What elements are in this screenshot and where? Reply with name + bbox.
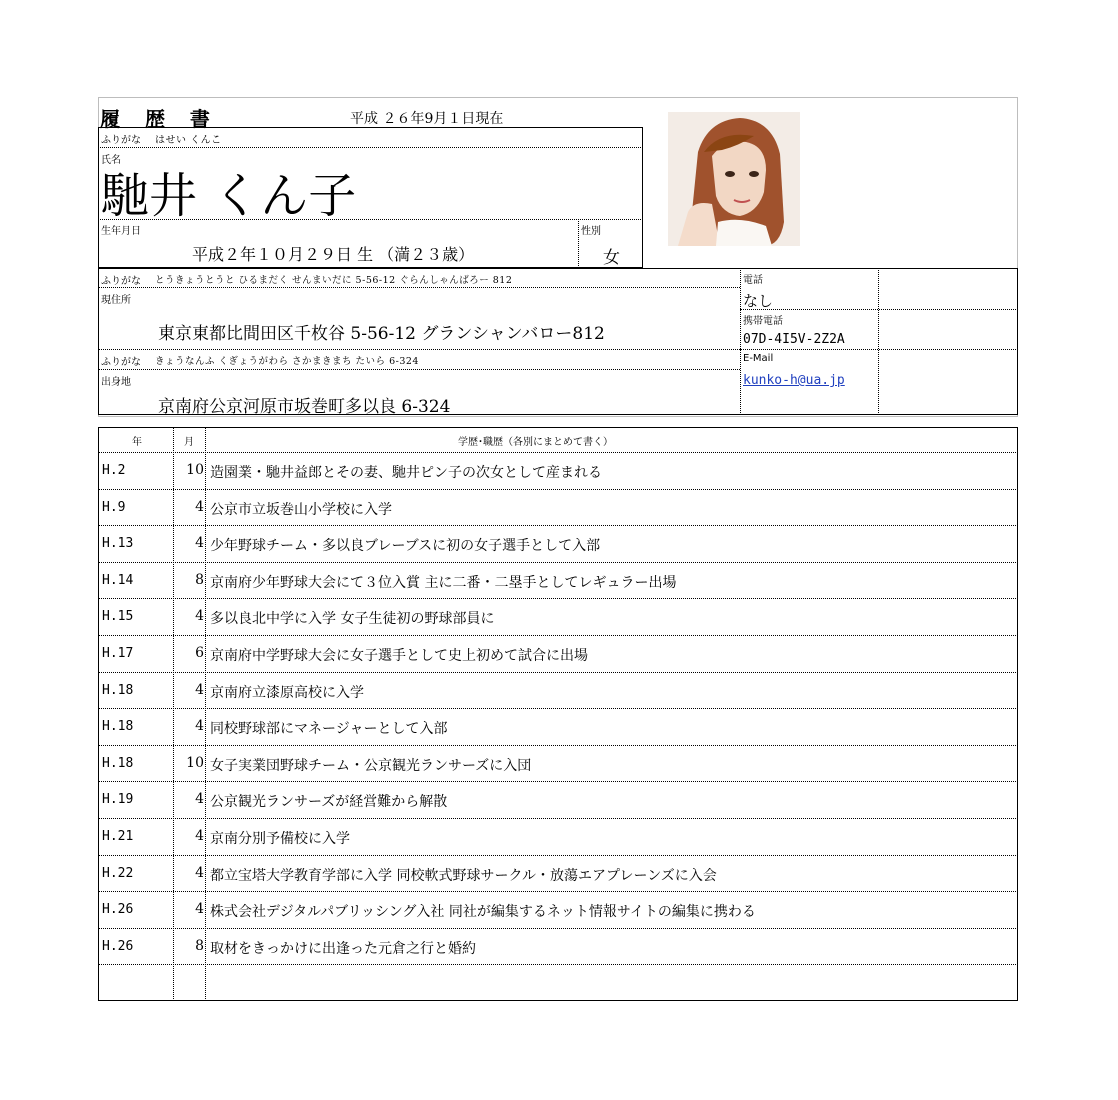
history-description: 京南府立漆原高校に入学 — [210, 684, 364, 701]
email-link[interactable]: kunko-h@ua.jp — [743, 373, 845, 388]
history-description: 京南分別予備校に入学 — [210, 831, 350, 847]
history-description: 公京市立坂巻山小学校に入学 — [210, 501, 392, 518]
history-description: 京南府少年野球大会にて３位入賞 主に二番・二塁手としてレギュラー出場 — [210, 574, 677, 591]
sex-label: 性別 — [581, 226, 601, 237]
history-month: 4 — [195, 901, 204, 918]
address-label: 現住所 — [101, 295, 131, 306]
history-description: 都立宝塔大学教育学部に入学 同校軟式野球サークル・放蕩エアプレーンズに入会 — [210, 867, 717, 884]
table-row — [98, 636, 1018, 673]
table-row — [98, 673, 1018, 710]
divider — [98, 147, 643, 148]
as-of-date: 平成 ２６年9月１日現在 — [350, 111, 504, 127]
history-year: H.2 — [102, 463, 126, 478]
table-row — [98, 892, 1018, 929]
history-description: 多以良北中学に入学 女子生徒初の野球部員に — [210, 611, 495, 628]
email-label: E-Mail — [743, 353, 774, 364]
history-month: 10 — [186, 754, 204, 771]
birthplace-value: 京南府公京河原市坂巻町多以良 6-324 — [158, 397, 451, 417]
history-month: 4 — [195, 864, 204, 881]
birthdate-value: 平成２年１０月２９日 生 （満２３歳） — [192, 245, 475, 264]
history-year: H.18 — [102, 719, 134, 735]
birthplace-furigana-label: ふりがな — [101, 357, 141, 368]
history-description: 取材をきっかけに出逢った元倉之行と婚約 — [210, 940, 476, 957]
address-furigana: とうきょうとうと ひるまだく せんまいだに 5-56-12 ぐらんしゃんばろー 812 — [155, 275, 513, 286]
table-row — [98, 563, 1018, 600]
birthplace-label: 出身地 — [101, 377, 131, 388]
history-header-year: 年 — [132, 437, 142, 448]
history-description: 京南府中学野球大会に女子選手として史上初めて試合に出場 — [210, 648, 588, 664]
history-year: H.18 — [102, 682, 134, 698]
name-furigana: はせい くんこ — [155, 135, 222, 146]
history-year: H.26 — [102, 902, 134, 918]
full-name: 馳井 くん子 — [101, 168, 357, 224]
history-year: H.19 — [102, 792, 134, 808]
name-label: 氏名 — [101, 155, 121, 166]
history-month: 8 — [195, 571, 204, 588]
history-month: 8 — [195, 937, 204, 954]
history-year: H.17 — [102, 646, 134, 661]
divider — [98, 349, 740, 350]
divider — [740, 349, 1018, 350]
history-year: H.21 — [102, 829, 134, 844]
history-description: 造園業・馳井益郎とその妻、馳井ピン子の次女として産まれる — [210, 465, 602, 481]
history-month: 4 — [195, 608, 204, 625]
history-month: 4 — [195, 681, 204, 698]
table-row — [98, 856, 1018, 893]
history-description: 株式会社デジタルパブリッシング入社 同社が編集するネット情報サイトの編集に携わる — [210, 904, 756, 921]
table-row — [98, 929, 1018, 966]
history-month: 4 — [195, 828, 204, 844]
history-year: H.14 — [102, 572, 134, 588]
history-month: 10 — [186, 462, 204, 478]
portrait-image — [668, 112, 800, 246]
divider — [578, 219, 579, 268]
history-month: 4 — [195, 498, 204, 515]
history-month: 4 — [195, 535, 204, 552]
mobile-label: 携帯電話 — [743, 316, 783, 327]
history-year: H.22 — [102, 865, 134, 881]
birthplace-furigana: きょうなんふ くぎょうがわら さかまきまち たいら 6-324 — [155, 356, 419, 367]
table-row — [98, 709, 1018, 746]
history-description: 同校野球部にマネージャーとして入部 — [210, 721, 448, 738]
divider — [98, 287, 740, 288]
address-furigana-label: ふりがな — [101, 276, 141, 287]
sex-value: 女 — [603, 248, 620, 268]
history-month: 4 — [195, 718, 204, 735]
phone-label: 電話 — [743, 275, 763, 286]
history-year: H.13 — [102, 536, 134, 552]
table-row — [98, 782, 1018, 819]
table-row — [98, 746, 1018, 783]
history-year: H.26 — [102, 938, 134, 954]
history-description: 公京観光ランサーズが経営難から解散 — [210, 794, 448, 811]
history-month: 6 — [195, 645, 204, 661]
table-row — [98, 819, 1018, 856]
table-row — [98, 453, 1018, 490]
phone-value: なし — [743, 292, 774, 310]
divider — [740, 309, 1018, 310]
history-header-description: 学歴･職歴（各別にまとめて書く） — [458, 437, 613, 448]
history-year: H.9 — [102, 499, 126, 515]
divider — [740, 268, 741, 415]
table-row — [98, 490, 1018, 527]
history-year: H.18 — [102, 755, 134, 771]
history-header-month: 月 — [184, 437, 194, 448]
history-description: 女子実業団野球チーム・公京観光ランサーズに入団 — [210, 757, 532, 774]
history-description: 少年野球チーム・多以良ブレーブスに初の女子選手として入部 — [210, 538, 601, 555]
history-year: H.15 — [102, 609, 134, 625]
document-title: 履 歴 書 — [100, 107, 219, 131]
name-furigana-label: ふりがな — [101, 135, 141, 146]
divider — [878, 268, 879, 415]
mobile-value: 07D-4I5V-2Z2A — [743, 332, 845, 347]
address-value: 東京東都比間田区千枚谷 5-56-12 グランシャンバロー812 — [158, 324, 605, 344]
table-row — [98, 526, 1018, 563]
birthdate-label: 生年月日 — [101, 226, 141, 237]
profile-photo — [668, 112, 800, 246]
table-row — [98, 965, 1018, 1002]
divider — [98, 369, 740, 370]
divider — [98, 219, 643, 220]
history-month: 4 — [195, 791, 204, 808]
table-row — [98, 599, 1018, 636]
